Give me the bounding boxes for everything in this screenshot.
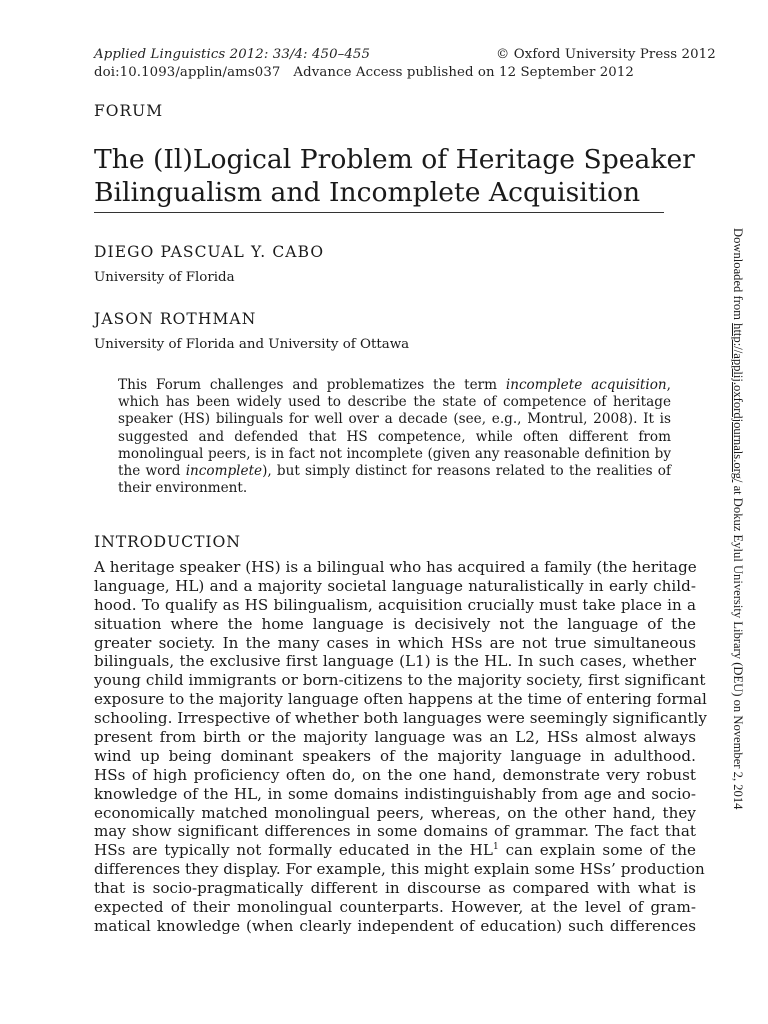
body-line: greater society. In the many cases in which HSs are not true simultaneous (94, 633, 696, 652)
copyright-notice: © Oxford University Press 2012 (496, 47, 716, 62)
body-line: HSs are typically not formally educated in the $HL^1$ can explain some of the (94, 841, 696, 860)
body-line: expected of their monolingual counterparts. However, at the level of gram- (94, 898, 696, 917)
body-line: may show significant differences in some domains of grammar. The fact that (94, 822, 696, 841)
body-line: economically matched monolingual peers, whereas, on the other hand, they (94, 803, 696, 822)
journal-link[interactable]: http://applij.oxfordjournals.org/ (731, 323, 745, 483)
body-line: bilinguals, the exclusive first language (L1) is the HL. In such cases, whether (94, 652, 696, 671)
body-line: situation where the home language is decisively not the language of the (94, 614, 696, 633)
section-label: FORUM (94, 102, 164, 120)
title-line-1: The (Il)Logical Problem of Heritage Speaker (94, 144, 695, 175)
journal-citation: Applied Linguistics 2012: 33/4: 450–455 (94, 47, 371, 62)
author-name: JASON ROTHMAN (94, 310, 257, 328)
doi-line: doi:10.1093/applin/ams037 Advance Access published on 12 September 2012 (94, 65, 634, 80)
author-affiliation: University of Florida (94, 270, 235, 285)
abstract: This Forum challenges and problematizes the term incomplete acquisition, which has been widely used to describe the state of competence of heritage speaker (HS) bilinguals for well over a decade (see, e.g., Montrul, 2008). It is suggested and defended that HS competence, while often different from monolingual peers, is in fact not incomplete (given any reasonable definition by the word incomplete), but simply distinct for reasons related to the realities of their environment. (118, 377, 671, 497)
body-paragraph (94, 558, 707, 936)
body-line: that is socio-pragmatically different in discourse as compared with what is (94, 879, 696, 898)
article-title (94, 143, 714, 209)
body-line: wind up being dominant speakers of the majority language in adulthood. (94, 746, 696, 765)
body-line: A heritage speaker (HS) is a bilingual who has acquired a family (the heritage (94, 558, 697, 576)
download-watermark: Downloaded from http://applij.oxfordjournals.org/ at Dokuz Eylul University Library (DEU) on November 2, 2014 (731, 228, 745, 810)
body-line: matical knowledge (when clearly independent of education) such differences (94, 916, 696, 935)
abstract-term: incomplete (185, 463, 263, 480)
body-line: schooling. Irrespective of whether both languages were seemingly significantly (94, 709, 707, 728)
body-line: language, HL) and a majority societal language naturalistically in early child- (94, 576, 696, 595)
body-line: differences they display. For example, this might explain some HSs’ production (94, 860, 705, 879)
body-line: exposure to the majority language often happens at the time of entering formal (94, 690, 707, 709)
body-line: HSs of high proficiency often do, on the one hand, demonstrate very robust (94, 765, 696, 784)
body-line: knowledge of the HL, in some domains indistinguishably from age and socio- (94, 784, 696, 803)
title-line-2: Bilingualism and Incomplete Acquisition (94, 177, 641, 208)
body-line: present from birth or the majority language was an L2, HSs almost always (94, 728, 696, 747)
body-line: hood. To qualify as HS bilingualism, acquisition crucially must take place in a (94, 595, 696, 614)
author-name: DIEGO PASCUAL Y. CABO (94, 243, 325, 261)
body-line: young child immigrants or born-citizens to the majority society, first significant (94, 671, 706, 690)
section-heading: INTRODUCTION (94, 532, 241, 551)
author-affiliation: University of Florida and University of Ottawa (94, 337, 410, 352)
footnote-marker[interactable]: 1 (492, 842, 499, 853)
title-rule (94, 212, 664, 213)
abstract-term: incomplete acquisition (505, 377, 667, 393)
